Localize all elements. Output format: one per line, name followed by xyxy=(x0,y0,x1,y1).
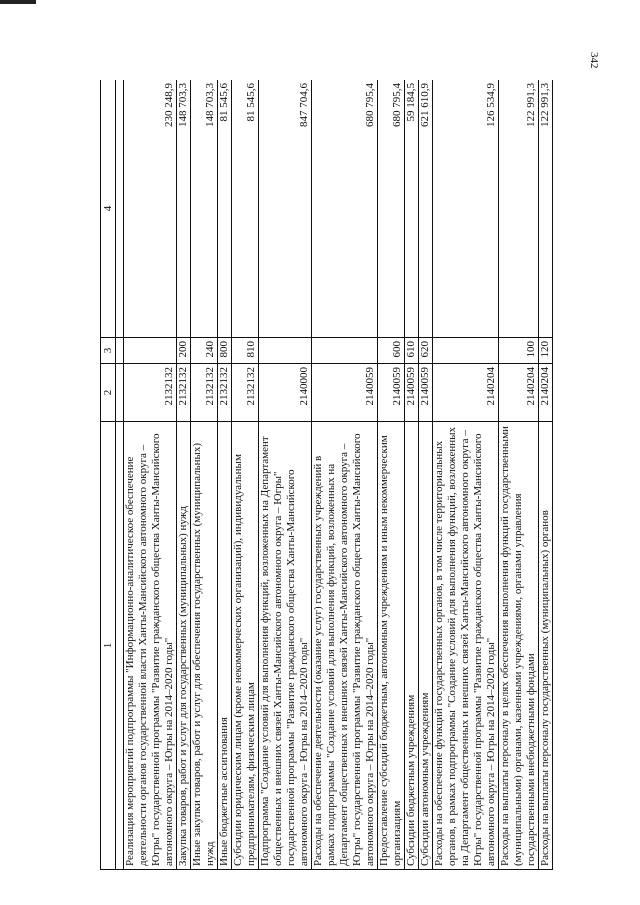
table-row xyxy=(433,80,499,870)
row-code: 2132132 xyxy=(124,364,177,422)
row-code: 2140059 xyxy=(378,364,405,422)
header-col-4: 4 xyxy=(101,80,116,338)
header-col-2: 2 xyxy=(101,364,116,422)
spacer-cell xyxy=(116,422,124,870)
row-code: 2140204 xyxy=(433,364,499,422)
row-type xyxy=(433,338,499,364)
row-code: 2140204 xyxy=(499,364,539,422)
row-name: Закупка товаров, работ и услуг для государственных (муниципальных) нужд xyxy=(177,422,191,870)
row-amount: 122 991,3 xyxy=(499,80,539,338)
row-type xyxy=(124,338,177,364)
table-row xyxy=(378,80,405,870)
row-amount: 621 610,9 xyxy=(419,80,433,338)
row-code: 2132132 xyxy=(191,364,218,422)
table-row xyxy=(232,80,259,870)
row-amount: 81 545,6 xyxy=(232,80,259,338)
table-row xyxy=(499,80,539,870)
row-type: 200 xyxy=(177,338,191,364)
row-type: 600 xyxy=(378,338,405,364)
table-row xyxy=(177,80,191,870)
row-type: 240 xyxy=(191,338,218,364)
row-type xyxy=(312,338,378,364)
row-code: 2132132 xyxy=(218,364,232,422)
budget-table xyxy=(100,80,553,870)
spacer-cell xyxy=(116,80,124,338)
row-name: Иные бюджетные ассигнования xyxy=(218,422,232,870)
row-amount: 680 795,4 xyxy=(378,80,405,338)
row-type: 120 xyxy=(539,338,553,364)
row-name: Иные закупки товаров, работ и услуг для обеспечения государственных (муниципальных) нужд xyxy=(191,422,218,870)
row-amount: 230 248,9 xyxy=(124,80,177,338)
row-type: 800 xyxy=(218,338,232,364)
row-name: Реализация мероприятий подпрограммы "Информационно-аналитическое обеспечение деятельности органов государственной власти Ханты-Мансийского автономного округа – Югры" государственной программы "Развитие гражданского общества Ханты-Мансийского автономного округа – Югры на 2014–2020 годы" xyxy=(124,422,177,870)
row-amount: 148 703,3 xyxy=(177,80,191,338)
table-row xyxy=(124,80,177,870)
header-row xyxy=(101,80,116,870)
row-amount: 847 704,6 xyxy=(259,80,312,338)
table-row xyxy=(218,80,232,870)
row-name: Субсидии юридическим лицам (кроме некоммерческих организаций), индивидуальным предпринимателям, физическим лицам xyxy=(232,422,259,870)
table-row xyxy=(312,80,378,870)
row-type xyxy=(259,338,312,364)
row-amount: 59 184,5 xyxy=(405,80,419,338)
row-code: 2132132 xyxy=(232,364,259,422)
row-name: Предоставление субсидий бюджетным, автономным учреждениям и иным некоммерческим организациям xyxy=(378,422,405,870)
spacer-cell xyxy=(116,338,124,364)
row-name: Подпрограмма "Создание условий для выполнения функций, возложенных на Департамент общественных и внешних связей Ханты-Мансийского автономного округа – Югры" государственной программы "Развитие гражданского общества Ханты-Мансийского автономного округа – Югры на 2014–2020 годы" xyxy=(259,422,312,870)
row-name: Субсидии автономным учреждениям xyxy=(419,422,433,870)
row-code: 2140059 xyxy=(419,364,433,422)
header-col-1: 1 xyxy=(101,422,116,870)
page-frame xyxy=(100,80,620,870)
row-amount: 122 991,3 xyxy=(539,80,553,338)
row-code: 2140059 xyxy=(405,364,419,422)
row-type: 610 xyxy=(405,338,419,364)
row-type: 620 xyxy=(419,338,433,364)
row-name: Расходы на выплаты персоналу государственных (муниципальных) органов xyxy=(539,422,553,870)
row-name: Расходы на обеспечение функций государственных органов, в том числе территориальных органов, в рамках подпрограммы "Создание условий для выполнения функций, возложенных на Департамент общественных и внешних связей Ханты-Мансийского автономного округа – Югры" государственной программы "Развитие гражданского общества Ханты-Мансийского автономного округа – Югры на 2014–2020 годы" xyxy=(433,422,499,870)
row-amount: 126 534,9 xyxy=(433,80,499,338)
row-code: 2140059 xyxy=(312,364,378,422)
scan-corner-mark xyxy=(0,0,36,4)
rotated-table-wrapper xyxy=(100,80,620,870)
row-amount: 81 545,6 xyxy=(218,80,232,338)
table-body xyxy=(124,80,553,870)
row-type: 810 xyxy=(232,338,259,364)
row-amount: 680 795,4 xyxy=(312,80,378,338)
row-type: 100 xyxy=(499,338,539,364)
row-amount: 148 703,3 xyxy=(191,80,218,338)
table-row xyxy=(405,80,419,870)
spacer-row xyxy=(116,80,124,870)
spacer-cell xyxy=(116,364,124,422)
table-row xyxy=(191,80,218,870)
table-row xyxy=(419,80,433,870)
table-row xyxy=(259,80,312,870)
row-code: 2132132 xyxy=(177,364,191,422)
row-name: Субсидии бюджетным учреждениям xyxy=(405,422,419,870)
table-row xyxy=(539,80,553,870)
header-col-3: 3 xyxy=(101,338,116,364)
row-name: Расходы на выплаты персоналу в целях обеспечения выполнения функций государственными (муниципальными) органами, казенными учреждениями, органами управления государственными внебюджетными фондами xyxy=(499,422,539,870)
page-number: 342 xyxy=(588,52,600,69)
row-code: 2140000 xyxy=(259,364,312,422)
row-name: Расходы на обеспечение деятельности (оказание услуг) государственных учреждений в рамках подпрограммы "Создание условий для выполнения функций, возложенных на Департамент общественных и внешних связей Ханты-Мансийского автономного округа – Югры" государственной программы "Развитие гражданского общества Ханты-Мансийского автономного округа – Югры на 2014–2020 годы" xyxy=(312,422,378,870)
row-code: 2140204 xyxy=(539,364,553,422)
